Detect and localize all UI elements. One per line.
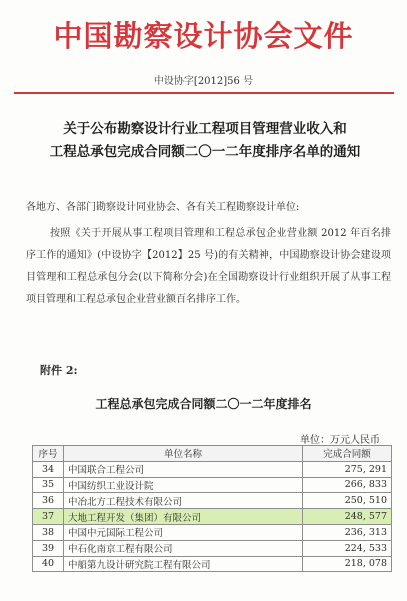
table-row [33, 556, 392, 572]
row-company: 大地工程开发（集团）有限公司 [64, 509, 303, 525]
row-rank: 39 [33, 540, 64, 556]
row-company: 中国纺织工业设计院 [64, 477, 303, 493]
row-company: 中冶北方工程技术有限公司 [64, 493, 303, 509]
row-company: 中石化南京工程有限公司 [64, 540, 303, 556]
row-rank: 34 [33, 461, 64, 477]
row-amount: 250, 510 [303, 493, 392, 509]
header-company: 单位名称 [64, 446, 303, 462]
row-amount: 248, 577 [303, 509, 392, 525]
row-company: 中船第九设计研究院工程有限公司 [64, 556, 303, 572]
table-row [33, 461, 392, 477]
ranking-table [32, 445, 392, 572]
row-rank: 38 [33, 524, 64, 540]
table-row [33, 477, 392, 493]
ranking-table-title: 工程总承包完成合同额二〇一二年度排名 [95, 397, 312, 411]
notice-body: 按照《关于开展从事工程项目管理和工程总承包企业营业额 2012 年百名排序工作的通知》(中设协字【2012】25 号)的有关精神，中国勘察设计协会建设项目管理和工程总承包分会(以下简称分会)在全国勘察设计行业组织开展了从事工程项目管理和工程总承包企业营业额百名排序工作。 [26, 228, 391, 305]
attachment-label: 附件 2: [40, 364, 78, 377]
row-amount: 218, 078 [303, 556, 392, 572]
row-company: 中国中元国际工程公司 [64, 524, 303, 540]
row-amount: 236, 313 [303, 524, 392, 540]
table-row [33, 493, 392, 509]
org-masthead: 中国勘察设计协会文件 [53, 19, 354, 53]
row-rank: 36 [33, 493, 64, 509]
row-rank: 40 [33, 556, 64, 572]
table-row [33, 524, 392, 540]
header-amount: 完成合同额 [303, 446, 392, 462]
row-amount: 266, 833 [303, 477, 392, 493]
row-amount: 224, 533 [303, 540, 392, 556]
highlighted-table-row [33, 509, 392, 525]
notice-title-line2: 工程总承包完成合同额二〇一二年度排序名单的通知 [49, 144, 361, 160]
table-row [33, 540, 392, 556]
notice-title [20, 118, 390, 164]
document-number: 中设协字[2012]56 号 [153, 76, 254, 87]
table-header-row [33, 446, 392, 462]
row-company: 中国联合工程公司 [64, 461, 303, 477]
notice-title-line1: 关于公布勘察设计行业工程项目管理营业收入和 [63, 121, 347, 137]
row-rank: 35 [33, 477, 64, 493]
row-amount: 275, 291 [303, 461, 392, 477]
row-rank: 37 [33, 509, 64, 525]
red-divider [14, 92, 394, 94]
addressee: 各地方、各部门勘察设计同业协会、各有关工程勘察设计单位: [26, 202, 300, 213]
header-rank: 序号 [33, 446, 64, 462]
unit-label: 单位：万元人民币 [300, 435, 380, 446]
